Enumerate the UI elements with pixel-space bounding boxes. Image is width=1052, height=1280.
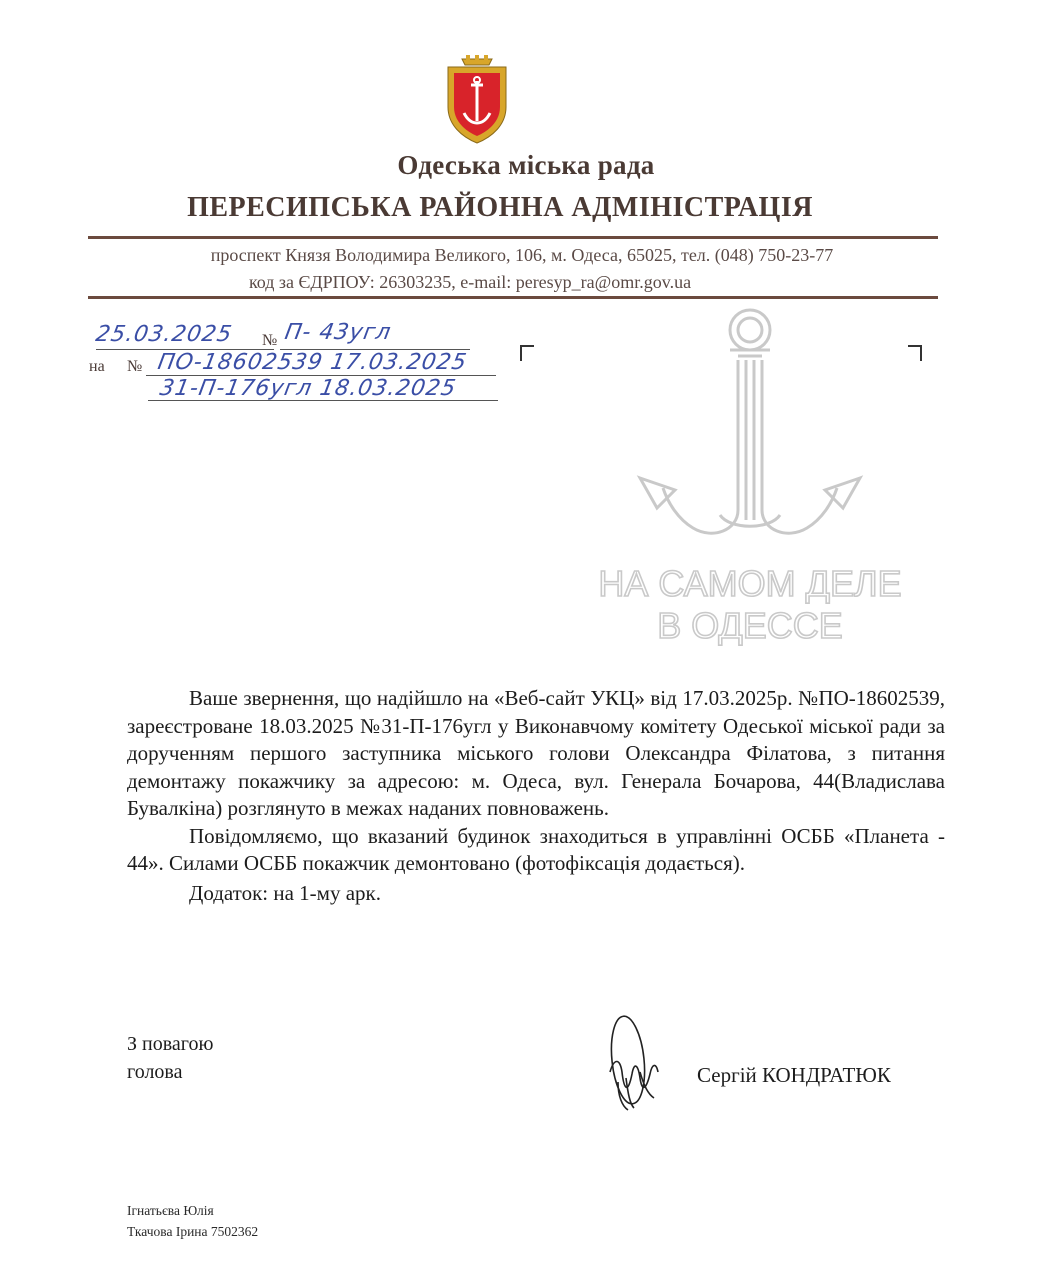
anchor-watermark bbox=[570, 300, 930, 650]
signer-name: Сергій КОНДРАТЮК bbox=[697, 1063, 891, 1087]
registration-date: 25.03.2025 bbox=[93, 322, 235, 347]
body-paragraph-2: Повідомляємо, що вказаний будинок знаходиться в управлінні ОСББ «Планета - 44». Силами ОСББ покажчик демонтовано (фотофіксація додається). bbox=[127, 823, 945, 875]
council-name: Одеська міська рада bbox=[397, 150, 655, 180]
odesa-coat-of-arms-icon bbox=[442, 55, 512, 145]
letterhead-address: проспект Князя Володимира Великого, 106, м. Одеса, 65025, тел. (048) 750-23-77 bbox=[210, 245, 834, 265]
letter-body bbox=[127, 685, 945, 907]
reference-line-1: ПО-18602539 17.03.2025 bbox=[155, 350, 469, 375]
body-paragraph-1: Ваше звернення, що надійшло на «Веб-сайт УКЦ» від 17.03.2025р. №ПО-18602539, зареєстроване 18.03.2025 №31-П-176угл у Виконавчому комітету Одеської міської ради за дорученням першого заступника міського голови Олександра Філатова, з питання демонтажу покажчику за адресою: м. Одеса, вул. Генерала Бочарова, 44(Владислава Бувалкіна) розглянуто в межах наданих повноважень. bbox=[127, 686, 945, 820]
executor-1: Ігнатьєва Юлія bbox=[127, 1203, 214, 1218]
letterhead-top-rule bbox=[88, 236, 938, 239]
reference-number-label: № bbox=[127, 358, 143, 375]
closing-block bbox=[127, 1030, 213, 1086]
watermark-line-1: НА САМОМ ДЕЛЕ bbox=[598, 563, 902, 604]
closing-regards: З повагою bbox=[127, 1033, 214, 1055]
reference-underline-2 bbox=[148, 400, 498, 401]
attachment-note: Додаток: на 1-му арк. bbox=[189, 880, 381, 905]
administration-name: ПЕРЕСИПСЬКА РАЙОННА АДМІНІСТРАЦІЯ bbox=[187, 192, 813, 223]
letterhead-bottom-rule bbox=[88, 296, 938, 299]
executors-block bbox=[127, 1200, 258, 1242]
reference-on-label: на bbox=[89, 358, 105, 375]
reference-line-2: 31-П-176угл 18.03.2025 bbox=[157, 376, 459, 401]
letterhead-codes: код за ЄДРПОУ: 26303235, e-mail: peresyp_ra@omr.gov.ua bbox=[248, 272, 692, 292]
address-corner-left bbox=[520, 345, 534, 361]
watermark-line-2: В ОДЕССЕ bbox=[657, 605, 843, 646]
registration-number: П- 43угл bbox=[282, 320, 394, 345]
handwritten-signature bbox=[596, 1012, 676, 1122]
executor-2: Ткачова Ірина 7502362 bbox=[127, 1224, 259, 1239]
registration-number-label: № bbox=[262, 332, 278, 349]
signer-position: голова bbox=[127, 1061, 183, 1083]
